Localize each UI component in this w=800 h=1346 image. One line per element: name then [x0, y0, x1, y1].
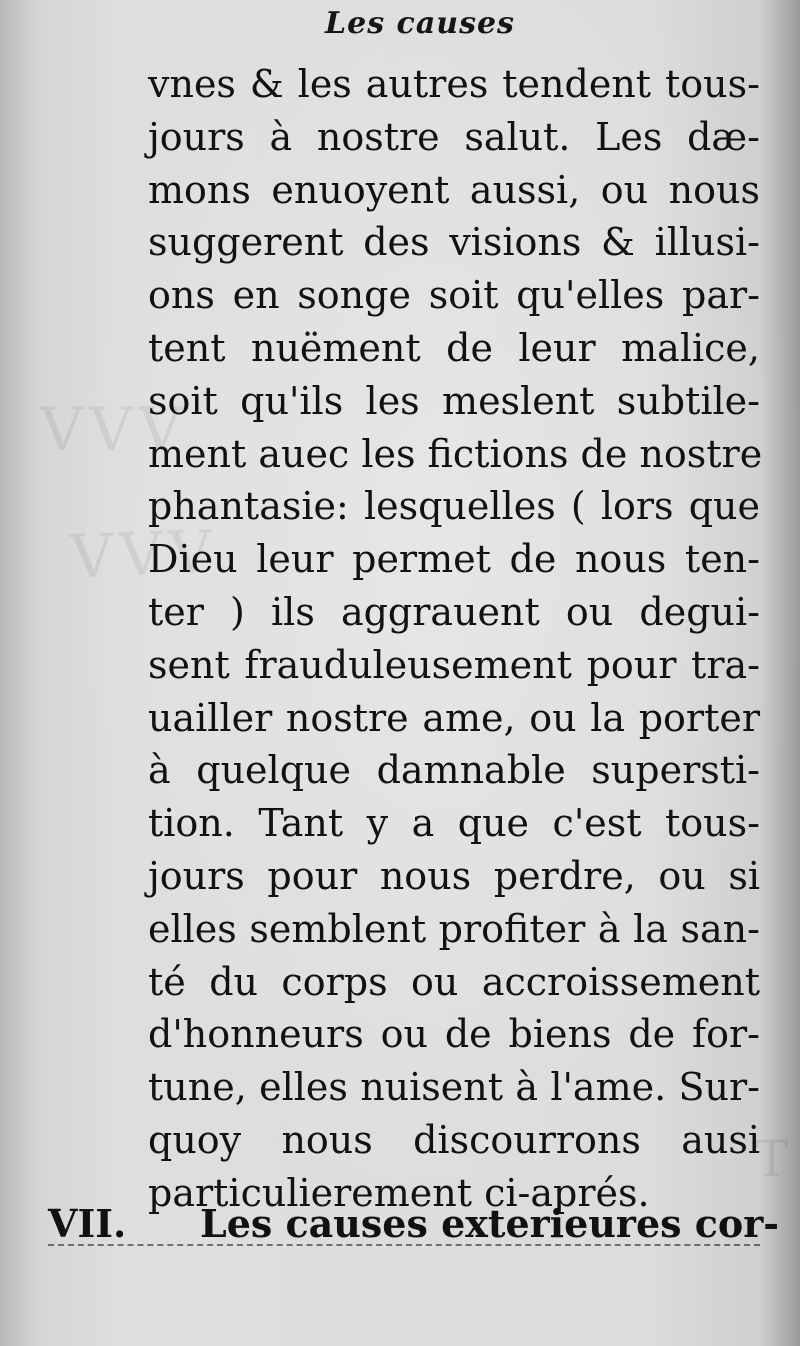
text-line: sent frauduleusement pour tra- [148, 642, 760, 687]
text-line: elles semblent profiter à la san- [148, 906, 760, 951]
text-line: particulierement ci-aprés. [148, 1170, 650, 1215]
text-line: jours pour nous perdre, ou si [148, 853, 760, 898]
text-line: Dieu leur permet de nous ten- [148, 537, 760, 582]
text-line: à quelque damnable supersti- [148, 748, 760, 793]
text-line: tune, elles nuisent à l'ame. Sur- [148, 1065, 760, 1110]
section-text: Les causes exterieures cor- [200, 1201, 780, 1246]
text-line: tion. Tant y a que c'est tous- [148, 801, 760, 846]
text-line: quoy nous discourrons ausi [148, 1117, 760, 1162]
show-through-text: VVV [68, 517, 220, 593]
text-line: phantasie: lesquelles ( lors que [148, 484, 760, 529]
text-line: jours à nostre salut. Les dæ- [148, 114, 760, 159]
section-heading-line [48, 1198, 780, 1250]
show-through-text: VVV [40, 395, 188, 465]
text-line: vnes & les autres tendent tous- [148, 62, 760, 106]
text-line: té du corps ou accroissement [148, 959, 760, 1004]
text-line: d'honneurs ou de biens de for- [148, 1012, 760, 1057]
text-line: soit qu'ils les meslent subtile- [148, 378, 760, 423]
text-line: ons en songe soit qu'elles par- [148, 273, 760, 318]
text-line: mons enuoyent aussi, ou nous [148, 167, 760, 212]
text-line: ter ) ils aggrauent ou degui- [148, 589, 760, 634]
text-line: suggerent des visions & illusi- [148, 220, 760, 265]
text-line: tent nuëment de leur malice, [148, 325, 760, 370]
running-head: Les causes [325, 6, 515, 41]
show-through-text: T [755, 1130, 795, 1188]
section-rule [48, 1244, 760, 1246]
text-line: uailler nostre ame, ou la porter [148, 695, 760, 740]
body-text [148, 58, 763, 1220]
section-number: VII. [48, 1201, 127, 1246]
text-line: ment auec les fictions de nostre [148, 431, 763, 476]
